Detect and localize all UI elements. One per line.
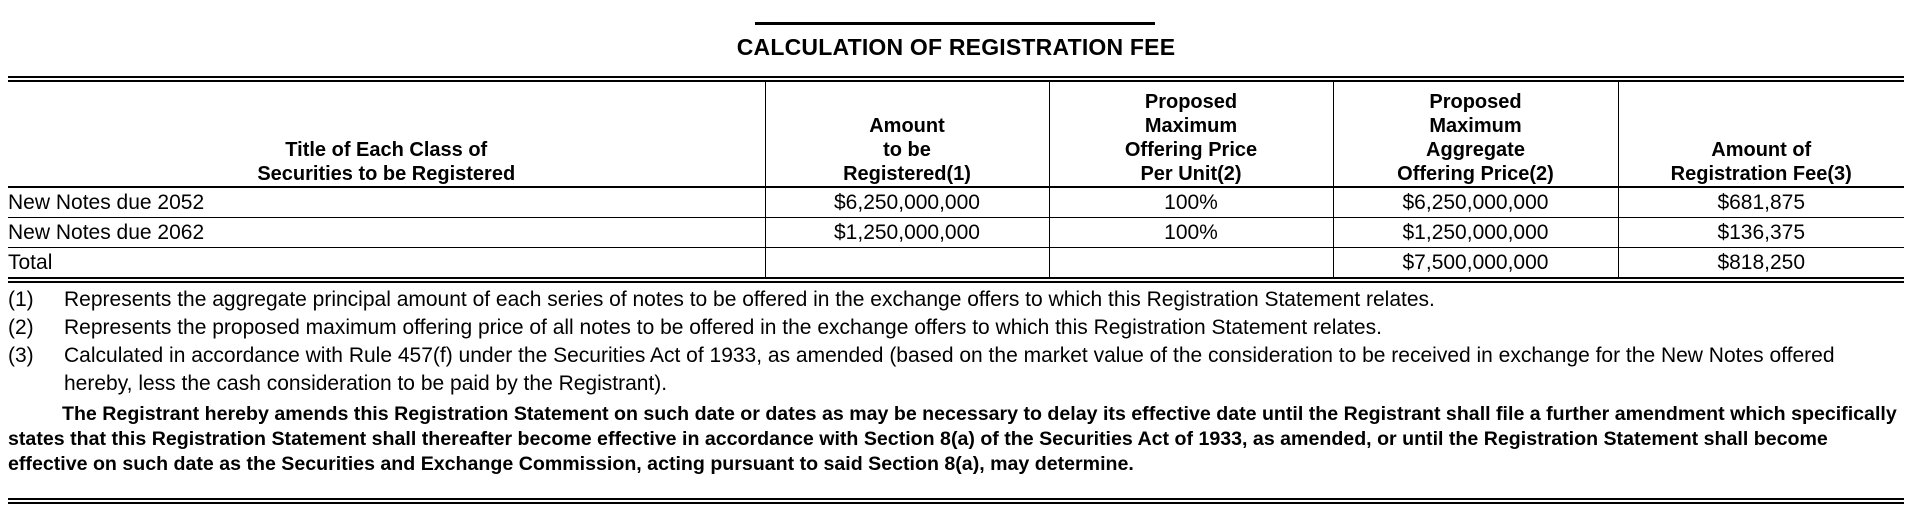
- footnote: [8, 314, 1904, 342]
- cell-price-per-unit: 100%: [1049, 187, 1333, 218]
- footnote: [8, 286, 1904, 314]
- footnote-text: Calculated in accordance with Rule 457(f) under the Securities Act of 1933, as amended (based on the market value of the consideration to be received in exchange for the New Notes offered hereby, less the cash consideration to be paid by the Registrant).: [64, 344, 1835, 395]
- cell-aggregate-price: $7,500,000,000: [1333, 248, 1618, 281]
- table-total-row: [8, 248, 1904, 281]
- header-line: to be: [883, 139, 931, 161]
- header-line: Registered(1): [843, 163, 971, 185]
- table-header-row: [8, 79, 1904, 187]
- cell-title: New Notes due 2062: [8, 218, 765, 248]
- registration-fee-table: [8, 76, 1904, 283]
- header-line: Offering Price(2): [1397, 163, 1554, 185]
- footnote-text: Represents the proposed maximum offering price of all notes to be offered in the exchange offers to which this Registration Statement relates.: [64, 316, 1382, 339]
- cell-amount: [765, 248, 1049, 281]
- cell-price-per-unit: [1049, 248, 1333, 281]
- header-line: Maximum: [1144, 115, 1238, 137]
- header-line: Registration Fee(3): [1670, 163, 1852, 185]
- cell-title: New Notes due 2052: [8, 187, 765, 218]
- footnote-mark: (2): [8, 316, 34, 339]
- header-line: Offering Price: [1124, 139, 1258, 161]
- header-line: Title of Each Class of: [285, 139, 488, 161]
- header-offering-price-per-unit: [1049, 79, 1333, 187]
- footnote: [8, 342, 1904, 398]
- table-row: [8, 218, 1904, 248]
- header-amount-registered: [765, 79, 1049, 187]
- cell-amount: $6,250,000,000: [765, 187, 1049, 218]
- delaying-amendment-statement: The Registrant hereby amends this Registration Statement on such date or dates as may be necessary to delay its effective date until the Registrant shall file a further amendment which specifically states that this Registration Statement shall thereafter become effective in accordance with Section 8(a) of the Securities Act of 1933, as amended, or until the Registration Statement shall become effective on such date as the Securities and Exchange Commission, acting pursuant to said Section 8(a), may determine.: [8, 403, 1897, 475]
- header-line: Per Unit(2): [1140, 163, 1242, 185]
- cell-fee: $136,375: [1618, 218, 1904, 248]
- footnote-text: Represents the aggregate principal amount of each series of notes to be offered in the exchange offers to which this Registration Statement relates.: [64, 288, 1435, 311]
- cell-aggregate-price: $1,250,000,000: [1333, 218, 1618, 248]
- cell-fee: $818,250: [1618, 248, 1904, 281]
- header-aggregate-offering-price: [1333, 79, 1618, 187]
- table-row: [8, 187, 1904, 218]
- header-line: Securities to be Registered: [257, 163, 516, 185]
- header-line: Amount: [869, 115, 945, 137]
- bottom-divider-rule: [8, 498, 1904, 504]
- cell-aggregate-price: $6,250,000,000: [1333, 187, 1618, 218]
- cell-amount: $1,250,000,000: [765, 218, 1049, 248]
- document-title: CALCULATION OF REGISTRATION FEE: [736, 34, 1176, 60]
- footnote-mark: (1): [8, 288, 34, 311]
- footnotes-section: [8, 286, 1904, 477]
- cell-title: Total: [8, 248, 765, 281]
- header-line: Proposed: [1144, 91, 1238, 113]
- header-line: Aggregate: [1426, 139, 1525, 161]
- header-line: Amount of: [1711, 139, 1812, 161]
- header-line: Maximum: [1429, 115, 1522, 137]
- header-title-of-class: [8, 79, 765, 187]
- cell-price-per-unit: 100%: [1049, 218, 1333, 248]
- header-line: Proposed: [1429, 91, 1522, 113]
- header-registration-fee: [1618, 79, 1904, 187]
- top-divider-rule: [755, 22, 1155, 25]
- footnote-mark: (3): [8, 344, 34, 367]
- cell-fee: $681,875: [1618, 187, 1904, 218]
